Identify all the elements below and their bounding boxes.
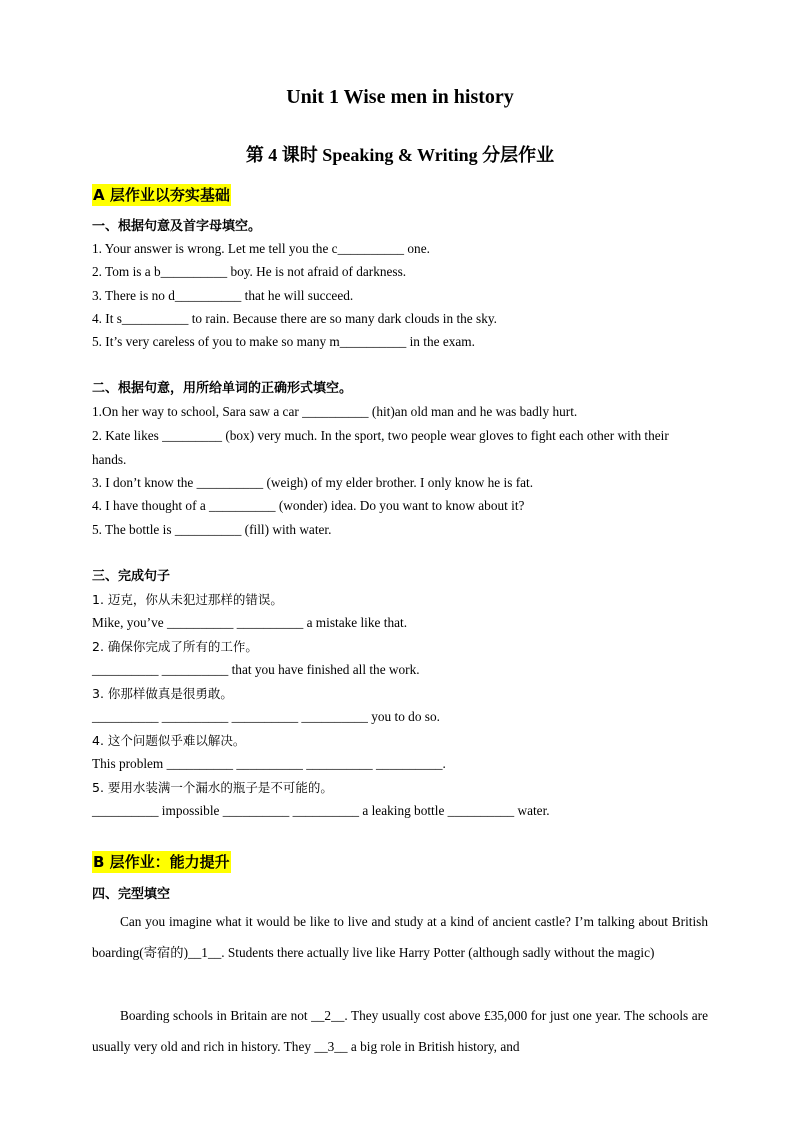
sec1-item-2: 2. Tom is a b__________ boy. He is not afraid of darkness. — [92, 264, 407, 279]
sec3-q1-chinese: 1. 迈克，你从未犯过那样的错误。 — [92, 592, 283, 607]
sec3-q5-chinese: 5. 要用水装满一个漏水的瓶子是不可能的。 — [92, 780, 333, 795]
sec1-item-1: 1. Your answer is wrong. Let me tell you the c__________ one. — [92, 241, 430, 256]
section-2-heading: 二、根据句意，用所给单词的正确形式填空。 — [92, 381, 353, 396]
sec3-q3-answer: __________ __________ __________ __________ you to do so. — [92, 709, 440, 724]
sec2-item-5: 5. The bottle is __________ (fill) with water. — [92, 522, 332, 537]
cloze-paragraph-2: Boarding schools in Britain are not __2__. They usually cost above £35,000 for just one year. The schools are usually very old and rich in history. They __3__ a big role in British history, and — [92, 1008, 708, 1054]
sec1-item-5: 5. It’s very careless of you to make so many m__________ in the exam. — [92, 334, 475, 349]
sec3-q2-answer: __________ __________ that you have finished all the work. — [92, 662, 420, 677]
sec3-q5-answer: __________ impossible __________ __________ a leaking bottle __________ water. — [92, 803, 550, 818]
document-subtitle: 第 4 课时 Speaking & Writing 分层作业 — [245, 145, 555, 165]
section-3-heading: 三、完成句子 — [92, 569, 171, 584]
cloze-paragraph-1: Can you imagine what it would be like to live and study at a kind of ancient castle? I’m talking about British boarding(寄宿的)__1__. Students there actually live like Harry Potter (although sadly without the magic) — [92, 914, 708, 960]
layer-a-label: A 层作业以夯实基础 — [93, 186, 230, 204]
sec2-item-1: 1.On her way to school, Sara saw a car __________ (hit)an old man and he was badly hurt. — [92, 404, 578, 419]
layer-b-label: B 层作业：能力提升 — [93, 853, 230, 871]
sec2-item-2: 2. Kate likes _________ (box) very much. In the sport, two people wear gloves to fight each other with their — [92, 428, 669, 443]
document-title: Unit 1 Wise men in history — [286, 86, 514, 108]
sec2-item-2-cont: hands. — [92, 452, 127, 467]
sec2-item-3: 3. I don’t know the __________ (weigh) of my elder brother. I only know he is fat. — [92, 475, 534, 490]
sec3-q2-chinese: 2. 确保你完成了所有的工作。 — [92, 639, 258, 654]
sec3-q4-chinese: 4. 这个问题似乎难以解决。 — [92, 733, 246, 748]
sec3-q3-chinese: 3. 你那样做真是很勇敢。 — [92, 686, 233, 701]
sec1-item-4: 4. It s__________ to rain. Because there are so many dark clouds in the sky. — [92, 311, 497, 326]
sec3-q1-answer: Mike, you’ve __________ __________ a mistake like that. — [92, 615, 408, 630]
sec3-q4-answer: This problem __________ __________ __________ __________. — [92, 756, 446, 771]
section-4-heading: 四、完型填空 — [92, 887, 171, 902]
sec2-item-4: 4. I have thought of a __________ (wonder) idea. Do you want to know about it? — [92, 498, 525, 513]
section-1-heading: 一、根据句意及首字母填空。 — [92, 219, 262, 234]
sec1-item-3: 3. There is no d__________ that he will succeed. — [92, 288, 354, 303]
